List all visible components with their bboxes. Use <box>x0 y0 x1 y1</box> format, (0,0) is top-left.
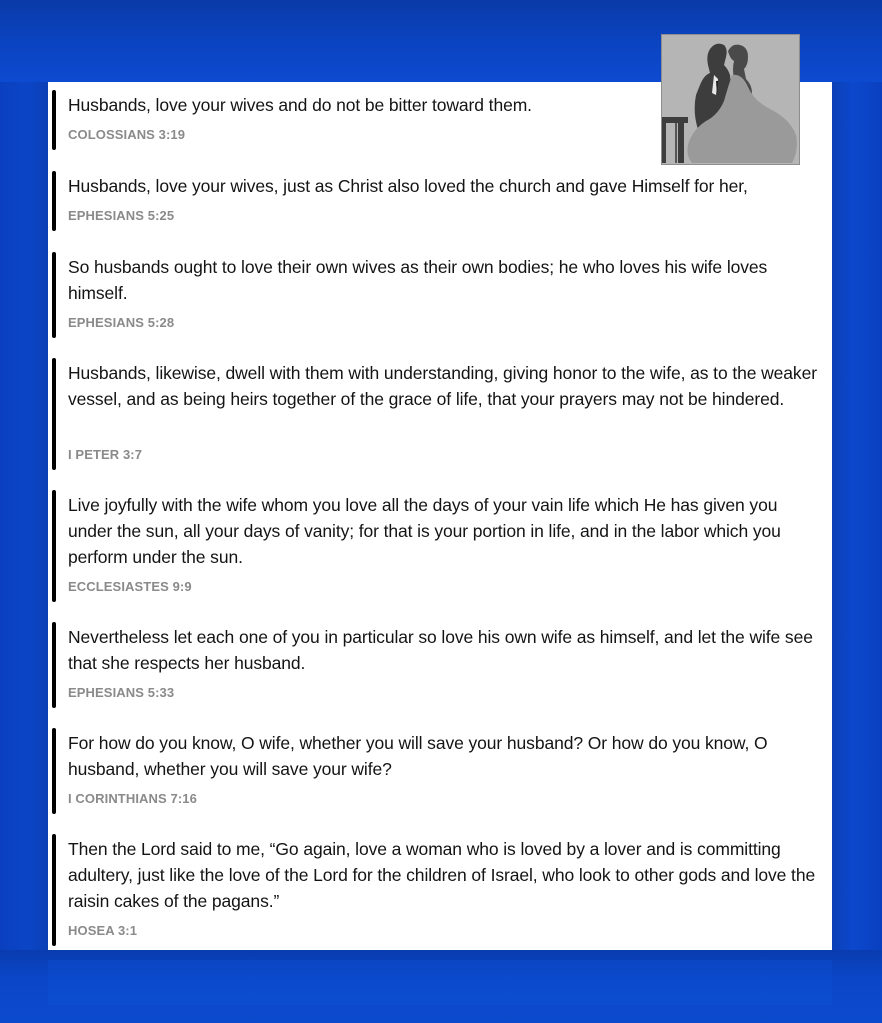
verse-reference: I CORINTHIANS 7:16 <box>68 791 197 806</box>
wedding-couple-silhouette-icon <box>662 35 799 164</box>
verse-text: Husbands, love your wives, just as Christ also loved the church and gave Himself for her, <box>68 176 748 196</box>
verse-bar <box>52 622 56 708</box>
verse-item <box>52 163 824 233</box>
verse-item <box>52 720 824 815</box>
verse-reference: EPHESIANS 5:28 <box>68 315 175 330</box>
verse-item <box>52 244 824 339</box>
verse-reference: EPHESIANS 5:33 <box>68 685 175 700</box>
verse-reference: EPHESIANS 5:25 <box>68 208 175 223</box>
verse-bar <box>52 490 56 602</box>
verse-reference: COLOSSIANS 3:19 <box>68 127 186 142</box>
verse-bar <box>52 728 56 814</box>
verse-reference: ECCLESIASTES 9:9 <box>68 579 192 594</box>
verse-text: So husbands ought to love their own wives as their own bodies; he who loves his wife loves himself. <box>68 257 768 303</box>
verse-bar <box>52 834 56 946</box>
verse-item <box>52 826 824 948</box>
verse-text: Then the Lord said to me, “Go again, love a woman who is loved by a lover and is committing adultery, just like the love of the Lord for the children of Israel, who look to other gods and love the raisin cakes of the pagans.” <box>68 839 816 911</box>
verse-reference: I PETER 3:7 <box>68 447 143 462</box>
verse-text: Husbands, love your wives and do not be bitter toward them. <box>68 95 532 115</box>
verse-panel <box>48 82 832 950</box>
wedding-couple-thumbnail <box>661 34 800 165</box>
verse-text: Husbands, likewise, dwell with them with understanding, giving honor to the wife, as to the weaker vessel, and as being heirs together of the grace of life, that your prayers may not be hindered. <box>68 363 817 409</box>
verse-item <box>52 614 824 709</box>
verse-reference: HOSEA 3:1 <box>68 923 138 938</box>
verse-item <box>52 350 824 472</box>
background-left-band <box>0 82 48 950</box>
verse-text: For how do you know, O wife, whether you will save your husband? Or how do you know, O husband, whether you will save your wife? <box>68 733 768 779</box>
verse-bar <box>52 358 56 470</box>
verse-text: Nevertheless let each one of you in particular so love his own wife as himself, and let the wife see that she respects her husband. <box>68 627 813 673</box>
verse-text: Live joyfully with the wife whom you love all the days of your vain life which He has given you under the sun, all your days of vanity; for that is your portion in life, and in the labor which you perform under the sun. <box>68 495 781 567</box>
background-bottom-inner <box>48 960 832 1005</box>
verse-bar <box>52 90 56 150</box>
verse-bar <box>52 171 56 231</box>
verse-bar <box>52 252 56 338</box>
background-right-band <box>832 82 882 950</box>
verse-item <box>52 482 824 604</box>
